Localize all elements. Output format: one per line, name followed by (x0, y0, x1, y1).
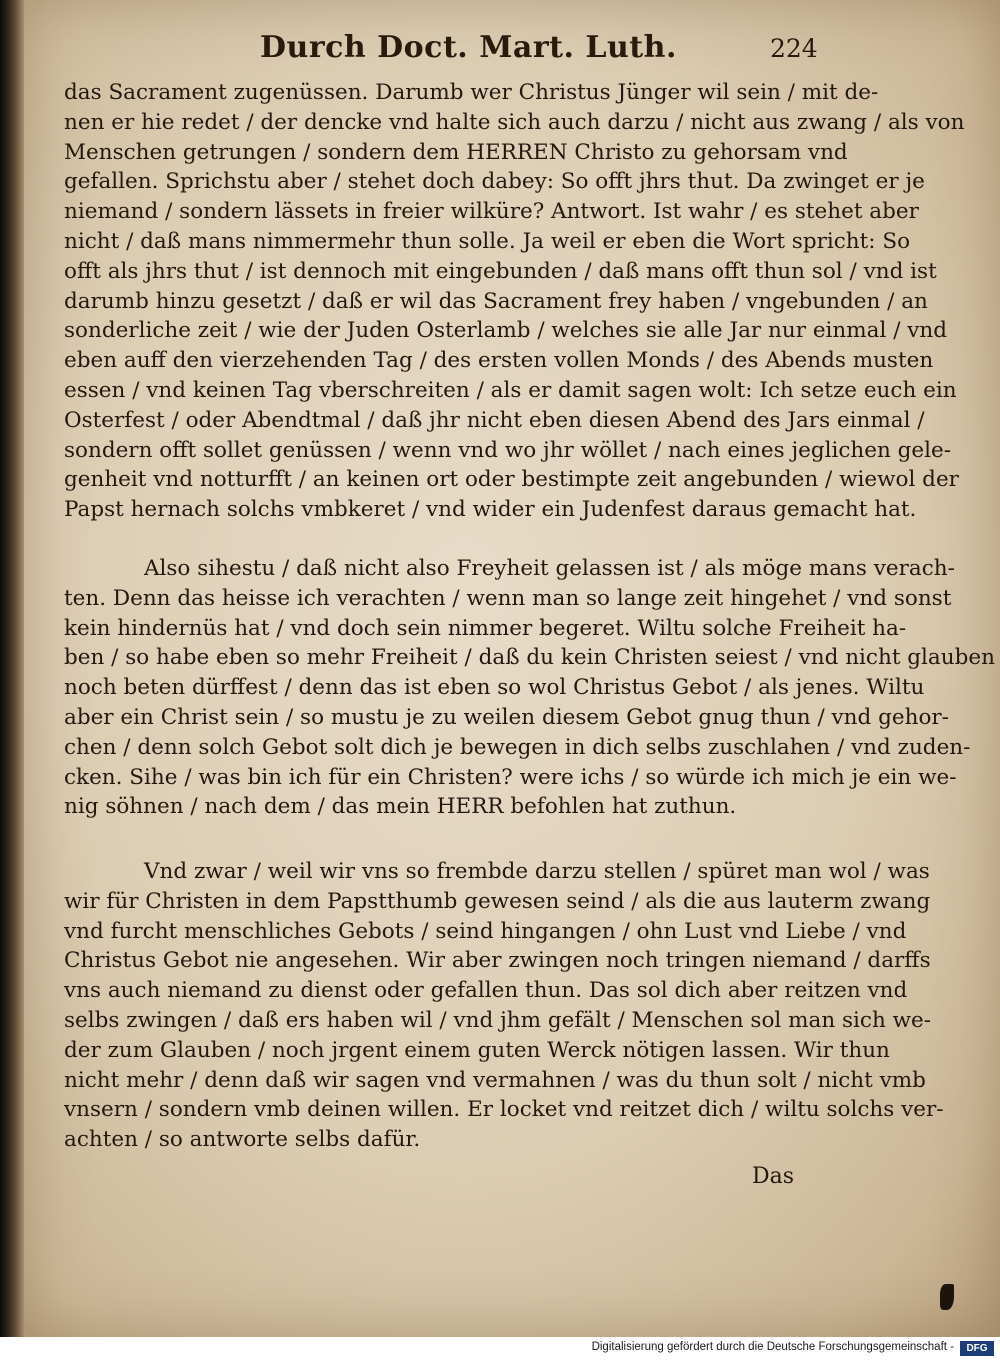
text-line: nen er hie redet / der dencke vnd halte sich auch darzu / nicht aus zwang / als von (64, 109, 965, 135)
text-line: Osterfest / oder Abendtmal / daß jhr nicht eben diesen Abend des Jars einmal / (64, 407, 925, 433)
paragraph-3 (64, 857, 944, 1155)
text-line: nicht mehr / denn daß wir sagen vnd vermahnen / was du thun solt / nicht vmb (64, 1067, 926, 1093)
catchword: Das (752, 1164, 795, 1189)
text-line: selbs zwingen / daß ers haben wil / vnd jhm gefält / Menschen sol man sich we- (64, 1007, 932, 1033)
text-line: achten / so antworte selbs dafür. (64, 1127, 421, 1153)
digitization-footer (0, 1337, 1000, 1361)
text-line: noch beten dürffest / denn das ist eben so wol Christus Gebot / als jenes. Wiltu (64, 675, 925, 701)
text-line: cken. Sihe / was bin ich für ein Christen? were ichs / so würde ich mich je ein we- (64, 764, 957, 790)
funding-credit: Digitalisierung gefördert durch die Deutsche Forschungsgemeinschaft - (591, 1341, 954, 1353)
text-line: Also sihestu / daß nicht also Freyheit gelassen ist / als möge mans verach- (144, 556, 955, 581)
paragraph-2 (64, 554, 995, 822)
text-line: ben / so habe eben so mehr Freiheit / daß du kein Christen seiest / vnd nicht glauben (64, 645, 995, 671)
text-line: eben auff den vierzehenden Tag / des ersten vollen Monds / des Abends musten (64, 348, 934, 374)
text-line: offt als jhrs thut / ist dennoch mit eingebunden / daß mans offt thun sol / vnd ist (64, 258, 937, 284)
text-line: darumb hinzu gesetzt / daß er wil das Sacrament frey haben / vngebunden / an (64, 288, 928, 314)
text-line: nig söhnen / nach dem / das mein HERR befohlen hat zuthun. (64, 794, 737, 820)
text-line: kein hindernüs hat / vnd doch sein nimmer begeret. Wiltu solche Freiheit ha- (64, 615, 907, 641)
paragraph-1 (64, 78, 965, 525)
text-line: aber ein Christ sein / so mustu je zu weilen diesem Gebot gnug thun / vnd gehor- (64, 704, 949, 730)
text-line: der zum Glauben / noch jrgent einem guten Werck nötigen lassen. Wir thun (64, 1037, 890, 1063)
running-head: Durch Doct. Mart. Luth. (260, 30, 677, 65)
text-line: Christus Gebot nie angesehen. Wir aber zwingen noch tringen niemand / darffs (64, 948, 931, 974)
page-header (24, 30, 1000, 70)
text-line: vnd furcht menschliches Gebots / seind hingangen / ohn Lust vnd Liebe / vnd (64, 918, 907, 944)
text-line: Menschen getrungen / sondern dem HERREN Christo zu gehorsam vnd (64, 139, 848, 165)
text-line: niemand / sondern lässets in freier wilküre? Antwort. Ist wahr / es stehet aber (64, 199, 919, 225)
text-line: Papst hernach solchs vmbkeret / vnd wider ein Judenfest daraus gemacht hat. (64, 497, 917, 523)
text-line: sondern offt sollet genüssen / wenn vnd wo jhr wöllet / nach eines jeglichen gele- (64, 437, 952, 463)
ink-blot-mark (940, 1284, 954, 1310)
page-number: 224 (770, 34, 818, 63)
text-line: nicht / daß mans nimmermehr thun solle. Ja weil er eben die Wort spricht: So (64, 228, 911, 254)
text-line: ten. Denn das heisse ich verachten / wenn man so lange zeit hingehet / vnd sonst (64, 585, 952, 611)
book-gutter-edge (0, 0, 24, 1337)
text-line: vnsern / sondern vmb deinen willen. Er locket vnd reitzet dich / wiltu solchs ver- (64, 1097, 944, 1123)
text-line: sonderliche zeit / wie der Juden Osterlamb / welches sie alle Jar nur einmal / vnd (64, 318, 948, 344)
text-line: gefallen. Sprichstu aber / stehet doch dabey: So offt jhrs thut. Da zwinget er je (64, 169, 925, 195)
text-line: wir für Christen in dem Papstthumb gewesen seind / als die aus lauterm zwang (64, 888, 931, 914)
book-page (24, 0, 1000, 1337)
text-line: das Sacrament zugenüssen. Darumb wer Christus Jünger wil sein / mit de- (64, 80, 879, 105)
text-line: genheit vnd notturfft / an keinen ort oder bestimpte zeit angebunden / wiewol der (64, 467, 959, 493)
text-line: vns auch niemand zu dienst oder gefallen thun. Das sol dich aber reitzen vnd (64, 978, 908, 1004)
text-line: Vnd zwar / weil wir vns so frembde darzu stellen / spüret man wol / was (144, 859, 930, 884)
text-line: chen / denn solch Gebot solt dich je bewegen in dich selbs zuschlahen / vnd zuden- (64, 734, 971, 760)
dfg-logo-icon: DFG (960, 1341, 994, 1356)
text-line: essen / vnd keinen Tag vberschreiten / als er damit sagen wolt: Ich setze euch ein (64, 377, 957, 403)
